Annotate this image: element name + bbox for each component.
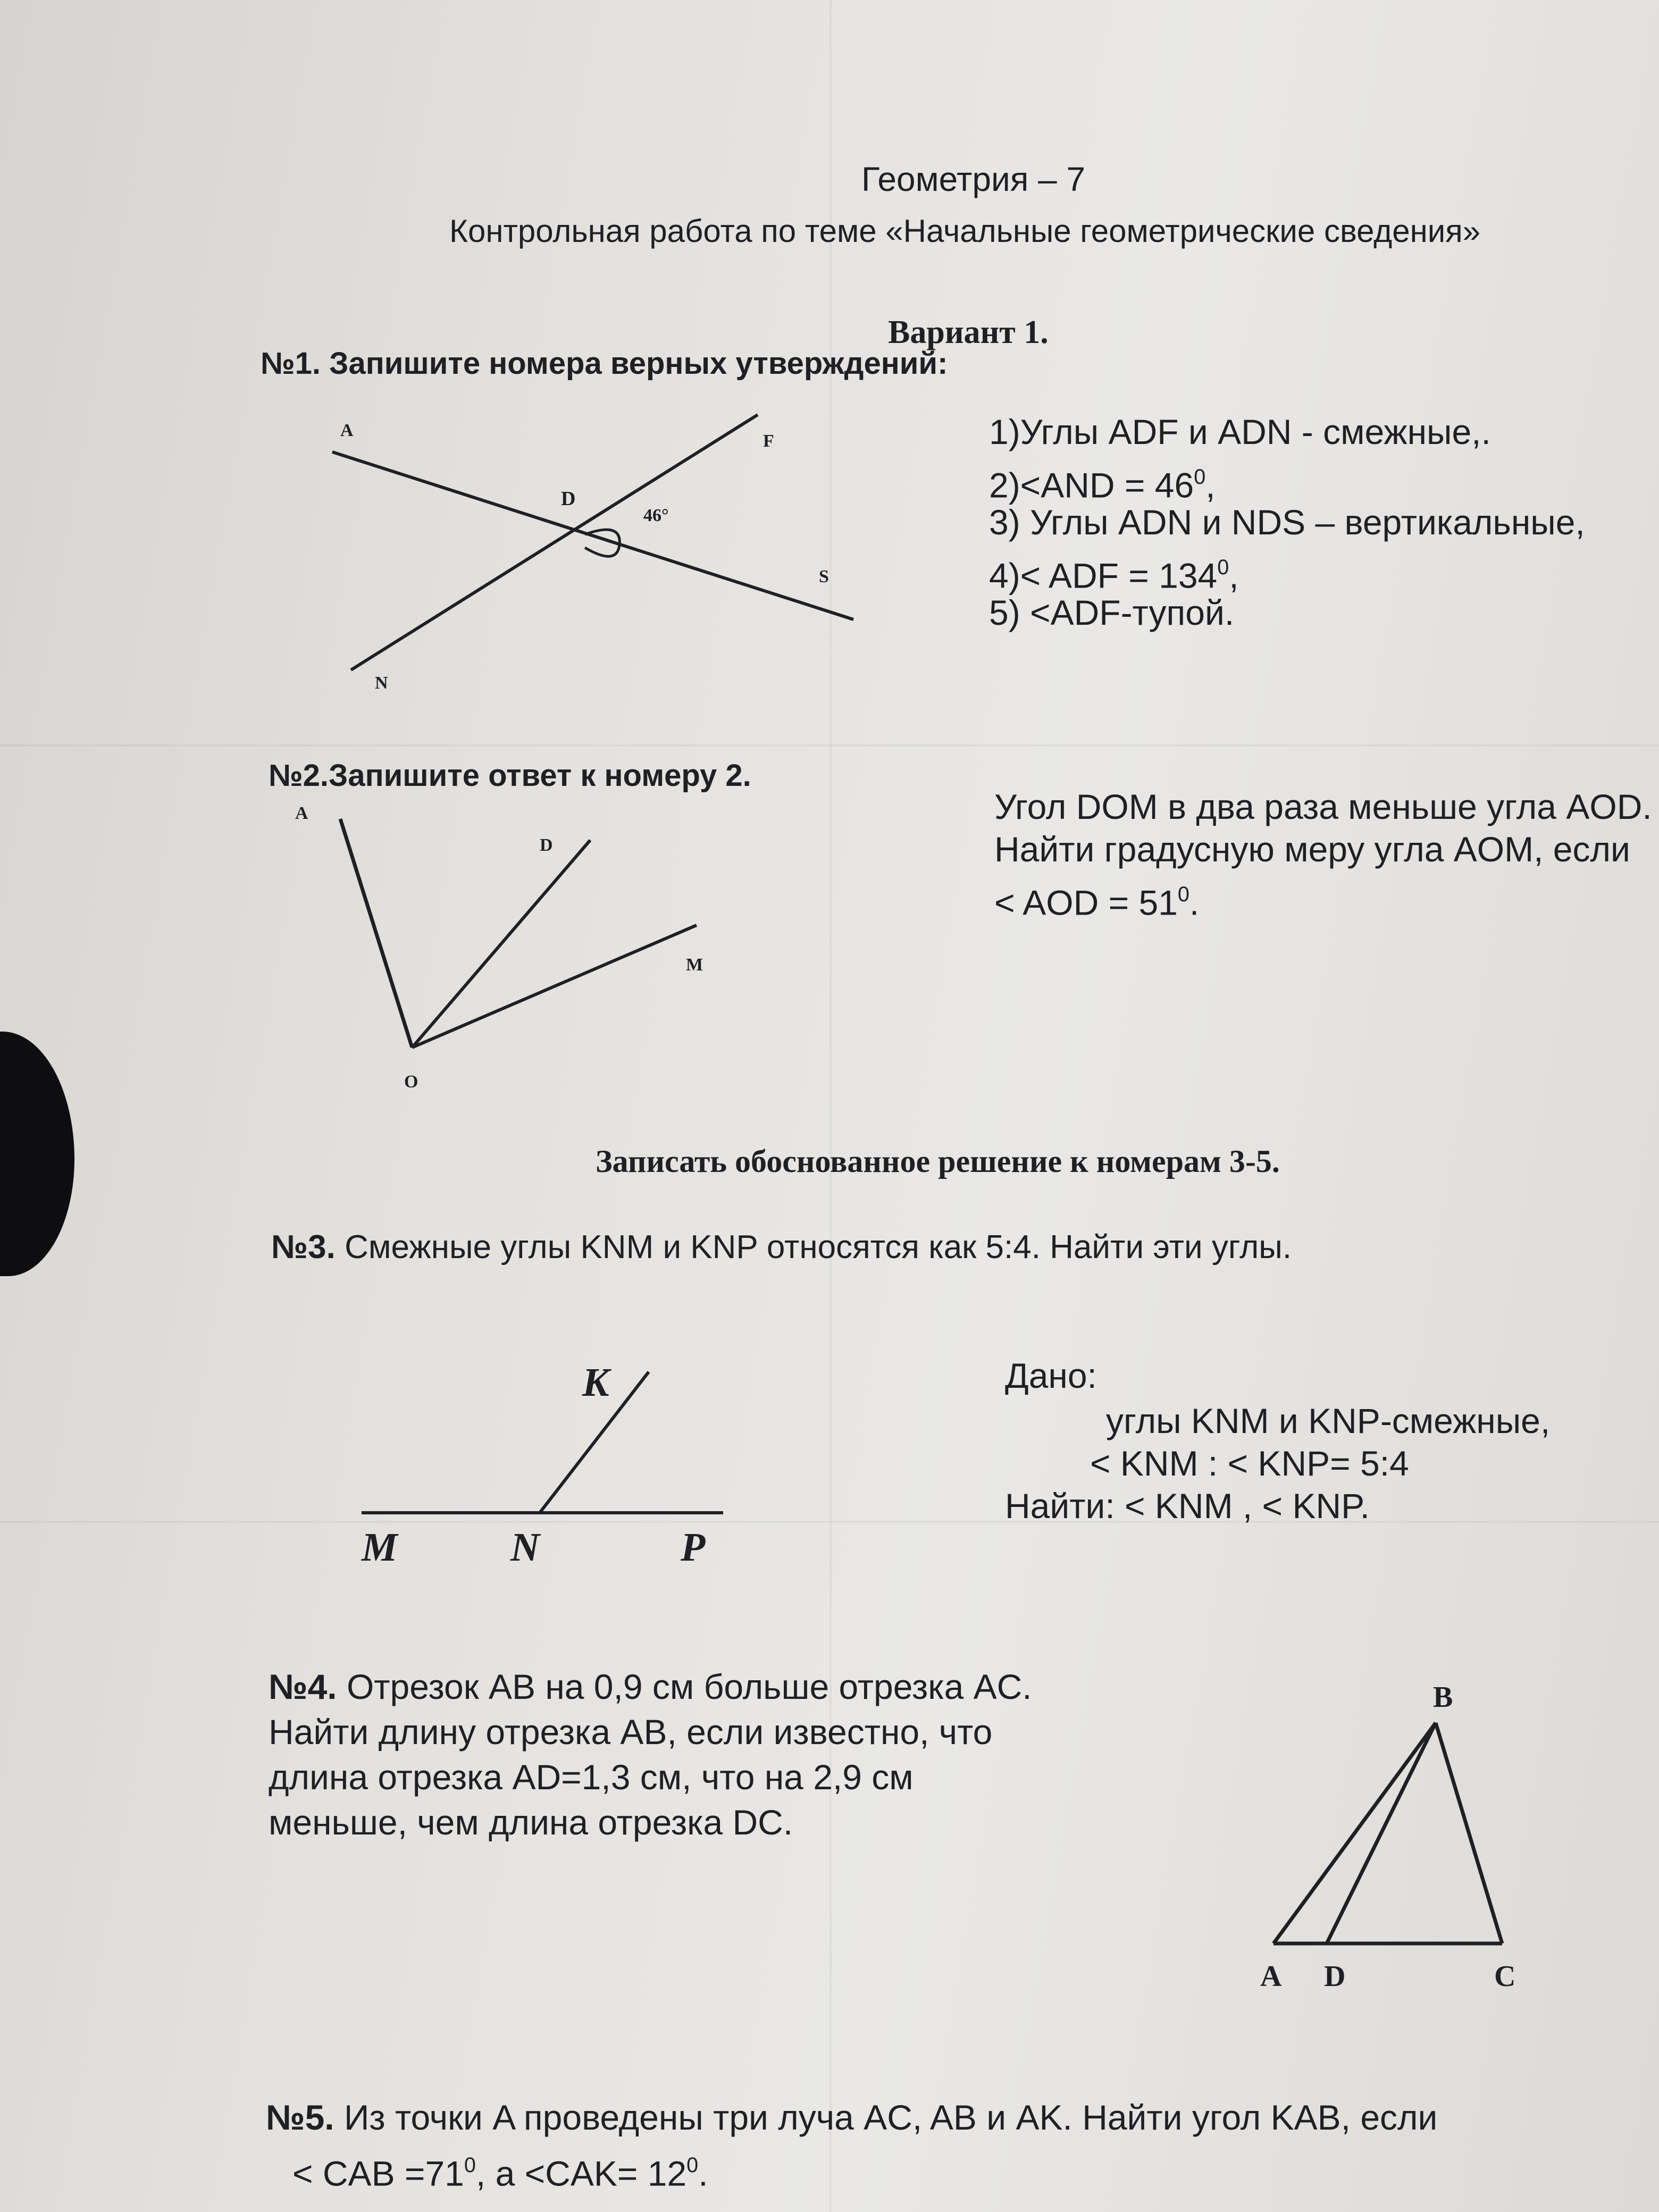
task4-line-4: меньше, чем длина отрезка DC. [269,1803,793,1842]
task3-figure [351,1351,755,1574]
task3-find: Найти: < KNM , < KNP. [1005,1486,1370,1526]
label-o2: O [404,1072,418,1092]
label-m2: M [686,955,703,975]
task4-line-3: длина отрезка AD=1,3 см, что на 2,9 см [269,1757,914,1797]
label-d: D [561,488,576,510]
label-n3: N [510,1525,540,1570]
task3-line [271,1228,1292,1266]
label-p: P [681,1525,706,1570]
label-m: M [362,1525,398,1570]
label-k: K [582,1360,609,1405]
subject-title: Геометрия – 7 [861,160,1086,198]
label-d2: D [540,835,553,855]
section-note: Записать обоснованное решение к номерам 3-5. [596,1144,1280,1179]
task1-statement-1: 1)Углы ADF и ADN - смежные,. [989,412,1491,451]
task3-given-1: углы KNM и KNP-смежные, [1106,1401,1551,1440]
test-title: Контрольная работа по теме «Начальные геометрические сведения» [449,213,1481,249]
task1-statement-3: 3) Углы ADN и NDS – вертикальные, [989,502,1585,542]
task2-text-2: Найти градусную меру угла AOM, если [994,830,1630,869]
fold-line [830,0,832,2212]
label-b: B [1433,1681,1453,1714]
task3-given-2: < KNM : < KNP= 5:4 [1090,1444,1409,1483]
label-s: S [819,567,829,586]
task1-statement-5: 5) <ADF-тупой. [989,593,1235,632]
task2-text-3: < AOD = $51^0$. [994,883,1200,923]
label-f: F [763,431,774,451]
task4-figure [1244,1675,1542,2005]
label-a4: A [1260,1960,1282,1993]
task5-line-1: №5. Из точки A проведены три луча AC, AB и AK. Найти угол KAB, если [266,2098,1438,2137]
task4-line-2: Найти длину отрезка AB, если известно, что [269,1712,993,1752]
task1-heading: №1. Запишите номера верных утверждений: [261,346,948,381]
label-a2: A [295,803,308,823]
task2-heading: №2.Запишите ответ к номеру 2. [269,758,751,793]
angle-46-label: 46° [643,506,669,525]
label-n: N [375,673,388,693]
task1-figure [319,404,904,702]
task1-statement-4: 4)< ADF = $134^0$, [989,556,1239,596]
variant-title: Вариант 1. [888,314,1049,350]
task2-figure [276,798,755,1117]
label-d4: D [1324,1960,1346,1993]
label-c: C [1494,1960,1516,1993]
task4-line-1: №4. Отрезок AB на 0,9 см больше отрезка AC. [269,1667,1032,1706]
task1-statement-2: $2)<AND = 46^0$, [989,465,1216,505]
label-a: A [340,421,354,440]
task3-given-label: Дано: [1005,1356,1097,1395]
task3-heading: №3. [271,1229,336,1266]
task3-text: Смежные углы KNM и KNP относятся как 5:4. Найти эти углы. [345,1229,1292,1266]
task2-text-1: Угол DOM в два раза меньше угла AOD. [994,787,1652,826]
task5-line-2: < CAB $=71^0$, $а <CAK= 12^0$. [292,2154,708,2193]
